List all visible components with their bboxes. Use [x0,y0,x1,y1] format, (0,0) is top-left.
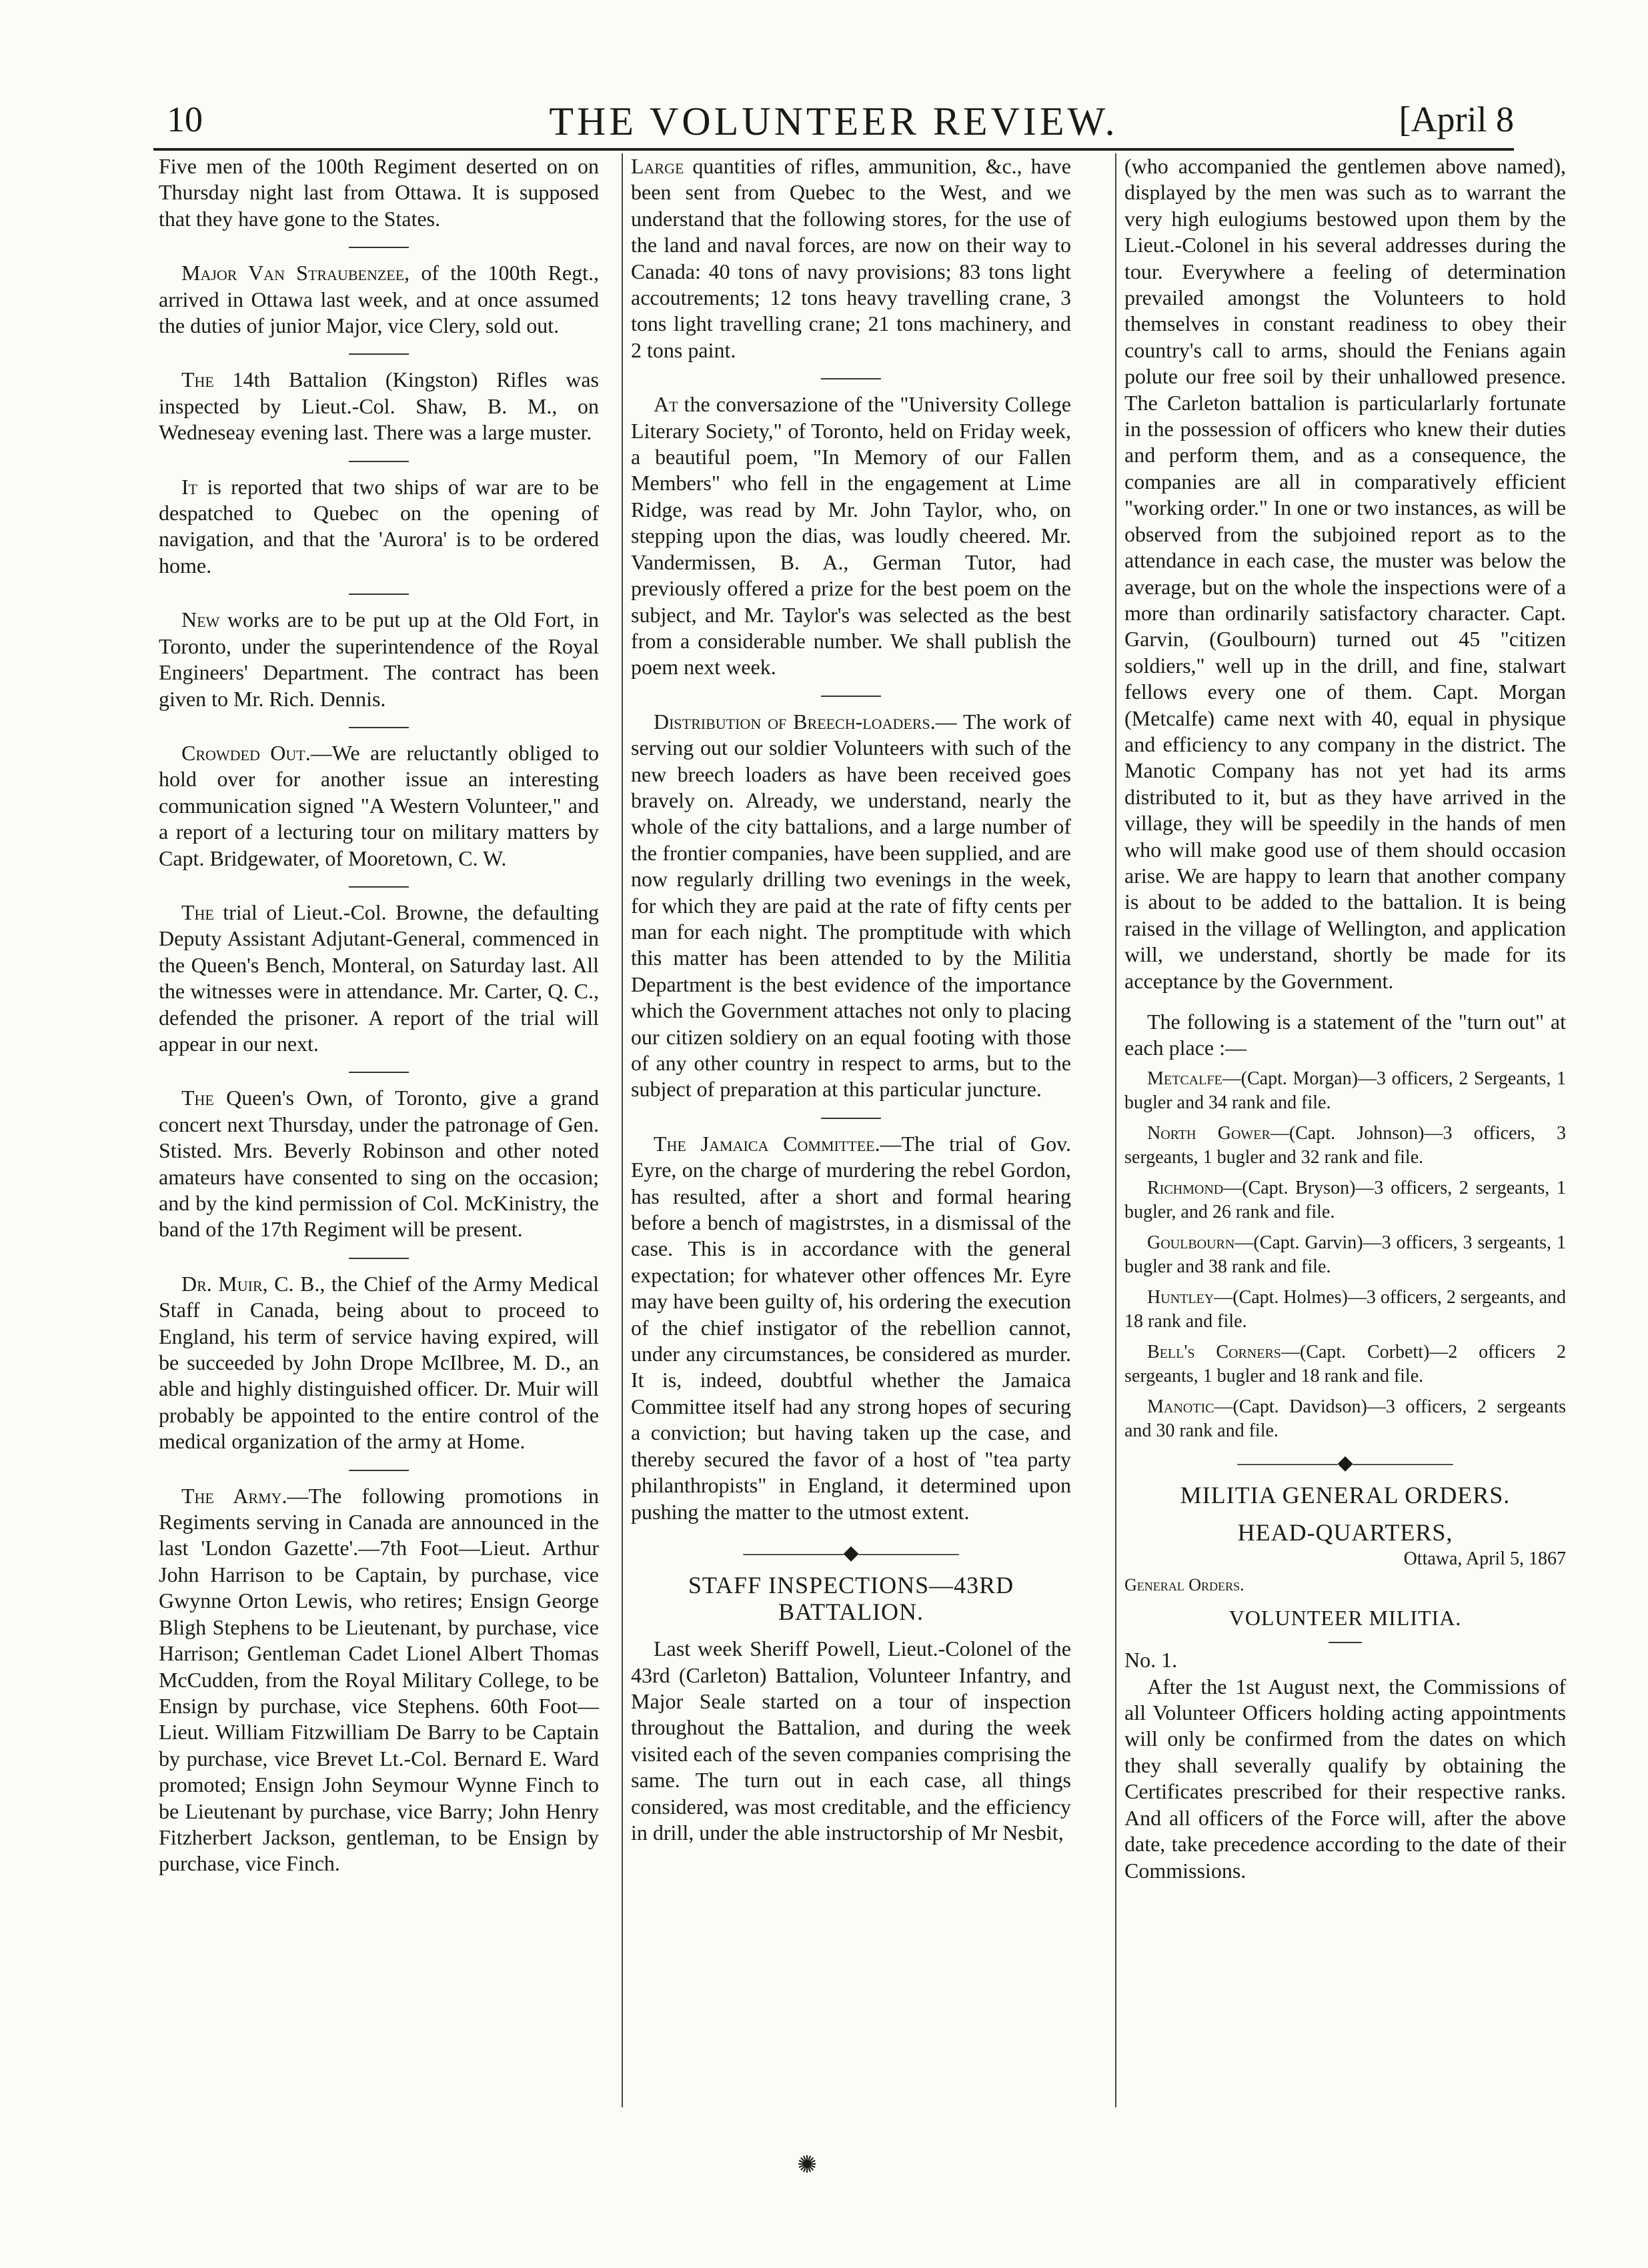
ornament-divider: —————◆————— [1237,1451,1453,1474]
divider [349,247,409,248]
list-item: Goulbourn—(Capt. Garvin)—3 officers, 3 sergeants, 1 bugler and 38 rank and file. [1124,1232,1566,1277]
article: At the conversazione of the "University College Literary Society," of Toronto, held on Friday week, a beautiful poem, "In Memory of our Fallen Members" who fell in the engagement at Lime Ridge, was read by Mr. John Taylor, who, on stepping upon the dias, was loudly cheered. Mr. Vandermissen, B. A., German Tutor, had previously offered a prize for the best poem on the subject, and Mr. Taylor's was selected as the best from a considerable number. We shall publish the poem next week. [631,392,1072,680]
list-item: Huntley—(Capt. Holmes)—3 officers, 2 sergeants, and 18 rank and file. [1124,1286,1566,1332]
article: New works are to be put up at the Old Fort, in Toronto, under the superintendence of the Royal Engineers' Department. The contract has been given to Mr. Rich. Dennis. [159,608,600,711]
footer-ornament-icon: ✺ [797,2151,818,2178]
staff-inspections-heading: STAFF INSPECTIONS—43RD BATTALION. [688,1572,1014,1625]
orders-hq: HEAD-QUARTERS, [1237,1518,1453,1546]
article: Five men of the 100th Regiment deserted on on Thursday night last from Ottawa. It is supposed that they have gone to the States. [159,154,599,231]
column-3 [1115,153,1566,2107]
article: It is reported that two ships of war are to be despatched to Quebec on the opening of navigation, and that the 'Aurora' is to be ordered home. [159,474,600,578]
article: Major Van Straubenzee, of the 100th Regt., arrived in Ottawa last week, and at once assumed the duties of junior Major, vice Clery, sold out. [159,261,600,338]
order-number: No. 1. [1124,1648,1178,1672]
divider [349,727,409,728]
column-1 [159,153,599,1892]
list-item: North Gower—(Capt. Johnson)—3 officers, 3 sergeants, 1 bugler and 32 rank and file. [1124,1122,1566,1168]
article: The Jamaica Committee.—The trial of Gov. Eyre, on the charge of murdering the rebel Gordon, has resulted, after a short and formal hearing before a bench of magistrstes, in a dismissal of the case. This is in accordance with the general expectation; for whatever other offences Mr. Eyre may have been guilty of, his ordering the execution of the chief instigator of the rebellion cannot, under any circumstances, be considered as murder. It is, indeed, doubtful whether the Jamaica Committee itself had any strong hopes of securing a conviction; but having taken up the case, and thereby secured the favor of a host of "tea party philanthropists" in England, it determined upon pushing the matter to the utmost extent. [631,1131,1071,1524]
divider [349,1072,409,1073]
staff-inspections-article: Last week Sheriff Powell, Lieut.-Colonel of the 43rd (Carleton) Battalion, Volunteer Infantry, and Major Seale started on a tour of inspection throughout the Battalion, and during the week visited each of the seven companies comprising the same. The turn out in each case, all things considered, was most creditable, and the efficiency in drill, under the able instructorship of Mr Nesbit, [631,1636,1071,1845]
column-2 [622,153,1071,2107]
article: The Army.—The following promotions in Regiments serving in Canada are announced in the last 'London Gazette'.—7th Foot—Lieut. Arthur John Harrison to be Captain, by purchase, vice Gwynne Orton Lewis, who retires; Ensign George Bligh Stephens to be Lieutenant, by purchase, vice Harrison; Gentleman Cadet Lionel Albert Thomas McCudden, from the Royal Military College, to be Ensign by purchase, vice Stephens. 60th Foot—Lieut. William Fitzwilliam De Barry to be Captain by purchase, vice Brevet Lt.-Col. Bernard E. Ward promoted; Ensign John Seymour Wynne Finch to be Lieutenant by purchase, vice Barry; John Henry Fitzherbert Jackson, gentleman, to be Ensign by purchase, vice Finch. [159,1483,600,1876]
header-rule [153,148,1514,151]
turnout-list [1124,1067,1566,1443]
article: The Queen's Own, of Toronto, give a grand concert next Thursday, under the patronage of Gen. Stisted. Mrs. Beverly Robinson and other noted amateurs have consented to sing on the occasion; and by the kind permission of Col. McKinistry, the band of the 17th Regiment will be present. [159,1086,599,1242]
article: Dr. Muir, C. B., the Chief of the Army Medical Staff in Canada, being about to proceed to England, his term of service having expired, will be succeeded by John Drope McIlbree, M. D., an able and highly distinguished officer. Dr. Muir will probably be appointed to the entire control of the medical organization of the army at Home. [159,1271,600,1454]
article: Distribution of Breech-loaders.— The work of serving out our soldier Volunteers with such of the new breech loaders as have been received goes bravely on. Already, we understand, nearly the whole of the city battalions, and a large number of the frontier companies, have been supplied, and are now regularly drilling two evenings in the week, for which they are paid at the rate of fifty cents per man for each night. The promptitude with which this matter has been attended to by the Militia Department is the best evidence of the importance which the Government attaches not only to placing our citizen soldiery on an equal footing with those of any other country in respect to arms, but to the subject of preparation at this particular juncture. [631,709,1071,1102]
divider [349,461,409,462]
divider [349,886,409,888]
divider [349,1470,409,1471]
masthead-title: THE VOLUNTEER REVIEW. [549,99,1118,143]
divider [1329,1642,1362,1643]
divider [349,353,409,355]
list-item: Metcalfe—(Capt. Morgan)—3 officers, 2 Sergeants, 1 bugler and 34 rank and file. [1124,1068,1566,1113]
article: The 14th Battalion (Kingston) Rifles was inspected by Lieut.-Col. Shaw, B. M., on Wedneseay evening last. There was a large muster. [159,367,600,445]
article: Crowded Out.—We are reluctantly obliged to hold over for another issue an interesting communication signed "A Western Volunteer," and a report of a lecturing tour on military matters by Capt. Bridgewater, of Mooretown, C. W. [159,740,599,870]
turnout-intro: The following is a statement of the "turn out" at each place :— [1124,1010,1566,1060]
orders-dateline: Ottawa, April 5, 1867 [1403,1548,1566,1570]
list-item: Richmond—(Capt. Bryson)—3 officers, 2 sergeants, 1 bugler, and 26 rank and file. [1124,1177,1566,1222]
divider [821,1118,881,1119]
orders-title: MILITIA GENERAL ORDERS. [1180,1482,1511,1509]
order-text: After the 1st August next, the Commissions of all Volunteer Officers holding acting appointments will only be confirmed from the dates on which they shall severally qualify by obtaining the Certificates prescribed for their respective ranks. And all officers of the Force will, after the above date, take precedence according to the date of their Commissions. [1124,1674,1566,1883]
list-item: Bell's Corners—(Capt. Corbett)—2 officers 2 sergeants, 1 bugler and 18 rank and file. [1124,1341,1567,1386]
divider [349,1258,409,1259]
page-number: 10 [167,99,203,139]
article-continued: (who accompanied the gentlemen above named), displayed by the men was such as to warrant the very high eulogiums bestowed upon them by the Lieut.-Colonel in his several addresses during the tour. Everywhere a feeling of determination prevailed amongst the Volunteers to hold themselves in constant readiness to obey their country's call to arms, should the Fenians again polute our free soil by their unhallowed presence. The Carleton battalion is particularlarly fortunate in the possession of officers who knew their duties and perform them, and as a consequence, the companies are all in comparatively efficient "working order." In one or two instances, as will be observed from the subjoined report as to the attendance in each case, the muster was below the average, but on the whole the inspections were of a more than ordinarily satisfactory character. Capt. Garvin, (Goulbourn) turned out 45 "citizen soldiers," well up in the drill, and fine, stalwart fellows every one of them. Capt. Morgan (Metcalfe) came next with 40, equal in physique and efficiency to any company in the district. The Manotic Company has not yet had its arms distributed to it, but as they have arrived in the village, they will be speedily in the hands of men who will make good use of them should occasion arise. We are happy to learn that another company is about to be added to the battalion. It is being raised in the village of Wellington, and application will, we understand, shortly be made for its acceptance by the Government. [1124,154,1566,993]
divider [821,378,881,379]
general-orders-label: General Orders. [1124,1575,1245,1595]
page-header [153,99,1514,152]
ornament-divider: —————◆————— [743,1541,959,1564]
volunteer-militia-heading: VOLUNTEER MILITIA. [1228,1605,1462,1630]
divider [349,594,409,595]
divider [821,696,881,697]
list-item: Manotic—(Capt. Davidson)—3 officers, 2 sergeants and 30 rank and file. [1124,1396,1566,1441]
article: Large quantities of rifles, ammunition, &c., have been sent from Quebec to the West, and we understand that the following stores, for the use of the land and naval forces, are now on their way to Canada: 40 tons of navy provisions; 83 tons light accoutrements; 12 tons heavy travelling crane, 3 tons light travelling crane; 21 tons machinery, and 2 tons paint. [631,154,1072,362]
article: The trial of Lieut.-Col. Browne, the defaulting Deputy Assistant Adjutant-General, commenced in the Queen's Bench, Monteral, on Saturday last. All the witnesses were in attendance. Mr. Carter, Q. C., defended the prisoner. A report of the trial will appear in our next. [159,900,600,1056]
issue-date: [April 8 [1399,99,1514,139]
